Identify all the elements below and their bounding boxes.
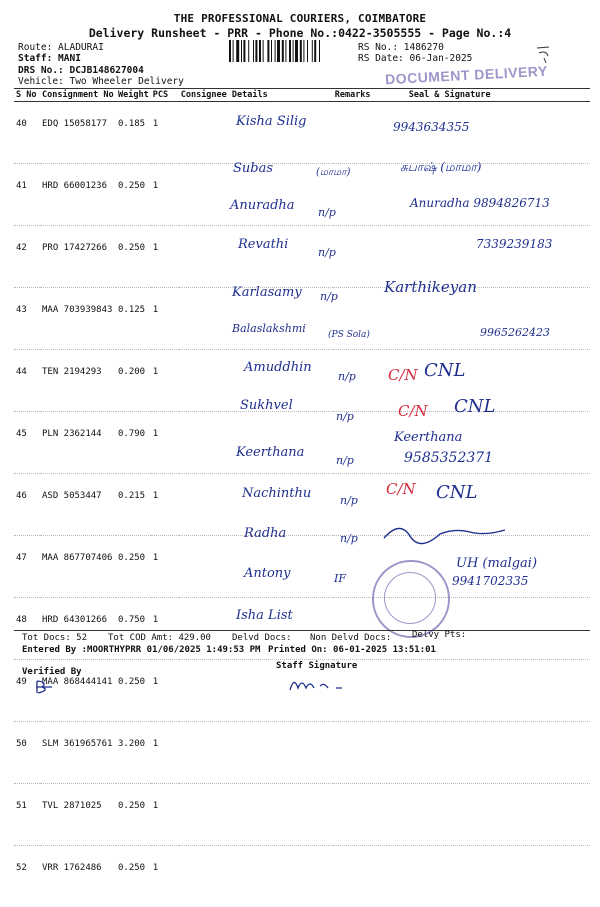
hw-r47-rm: n/p — [336, 410, 354, 423]
vehicle-label: Vehicle: Two Wheeler Delivery — [18, 76, 184, 87]
row-consignee-details — [179, 846, 333, 907]
r50-signature-scribble — [380, 518, 510, 548]
row-consignment-no: VRR 1762486 — [40, 846, 116, 907]
table-row — [14, 846, 590, 907]
row-sno: 40 — [14, 102, 40, 164]
hw-r51-name: Antony — [244, 566, 291, 581]
row-pcs: 1 — [151, 288, 179, 350]
row-weight: 0.250 — [116, 846, 151, 907]
row-sno: 49 — [14, 660, 40, 722]
table-row — [14, 102, 590, 164]
hw-r41-rel: (மாமா) — [316, 167, 350, 179]
row-pcs: 1 — [151, 350, 179, 412]
col-consignee: Consignee Details — [179, 89, 333, 102]
hw-r44-sig: Karthikeyan — [384, 278, 477, 296]
barcode-bar — [295, 40, 298, 62]
row-remarks — [333, 722, 389, 784]
row-consignment-no: SLM 361965761 — [40, 722, 116, 784]
barcode-bar — [248, 40, 249, 62]
barcode-bar — [255, 40, 257, 62]
hw-r49-cnl: CNL — [436, 482, 477, 503]
hw-r51-sig: UH (malgai) — [456, 556, 537, 571]
table-row — [14, 288, 590, 350]
delivery-points: Delvy Pts: — [412, 630, 466, 641]
table-header — [14, 89, 590, 102]
row-weight: 0.250 — [116, 660, 151, 722]
staff-signature-scribble — [286, 674, 346, 698]
row-pcs: 1 — [151, 722, 179, 784]
barcode-bar — [319, 40, 320, 62]
hw-r42-name: Anuradha — [230, 198, 295, 213]
row-remarks — [333, 102, 389, 164]
row-consignment-no: ASD 5053447 — [40, 474, 116, 536]
company-seal — [372, 560, 450, 638]
hw-r43-rm: n/p — [318, 246, 336, 259]
row-weight: 0.750 — [116, 598, 151, 660]
row-sno: 46 — [14, 474, 40, 536]
hw-r47-name: Sukhvel — [240, 398, 293, 413]
company-title: THE PROFESSIONAL COURIERS, COIMBATORE — [0, 12, 600, 25]
row-consignment-no: TVL 2871025 — [40, 784, 116, 846]
row-seal-signature — [389, 660, 590, 722]
row-pcs: 1 — [151, 226, 179, 288]
hw-r50-name: Radha — [244, 526, 286, 541]
printed-on: Printed On: 06-01-2025 13:51:01 — [268, 645, 436, 656]
barcode-bar — [241, 40, 242, 62]
row-weight: 0.790 — [116, 412, 151, 474]
row-consignment-no: MAA 867707406 — [40, 536, 116, 598]
hw-r48-name: Keerthana — [236, 445, 304, 460]
hw-r46-cn: C/N — [388, 366, 418, 384]
row-weight: 0.250 — [116, 536, 151, 598]
hw-r41-name: Subas — [233, 161, 273, 176]
verified-initials — [34, 678, 56, 696]
barcode — [229, 40, 349, 62]
table-row — [14, 412, 590, 474]
hw-r51-rm: IF — [334, 572, 346, 585]
row-consignment-no: PRO 17427266 — [40, 226, 116, 288]
hw-r45-sig: 9965262423 — [480, 326, 550, 339]
row-remarks — [333, 226, 389, 288]
col-sno: S No — [14, 89, 40, 102]
hw-r48-sig: Keerthana — [394, 430, 462, 445]
row-pcs: 1 — [151, 536, 179, 598]
route-label: Route: ALADURAI — [18, 42, 104, 53]
row-consignee-details — [179, 226, 333, 288]
row-seal-signature — [389, 722, 590, 784]
barcode-bar — [253, 40, 254, 62]
hw-r52-name: Isha List — [236, 608, 293, 623]
hw-r46-cnl: CNL — [424, 360, 465, 381]
col-weight: Weight — [116, 89, 151, 102]
table-row — [14, 722, 590, 784]
barcode-bar — [271, 40, 272, 62]
row-sno: 52 — [14, 846, 40, 907]
barcode-bar — [229, 40, 231, 62]
barcode-bar — [312, 40, 313, 62]
row-sno: 51 — [14, 784, 40, 846]
total-docs: Tot Docs: 52 — [22, 633, 87, 644]
hw-r49-rm: n/p — [340, 494, 358, 507]
row-consignment-no: HRD 64301266 — [40, 598, 116, 660]
row-weight: 0.250 — [116, 226, 151, 288]
row-sno: 42 — [14, 226, 40, 288]
barcode-bar — [285, 40, 286, 62]
barcode-bar — [293, 40, 294, 62]
row-weight: 0.125 — [116, 288, 151, 350]
row-consignee-details — [179, 784, 333, 846]
table-row — [14, 164, 590, 226]
row-sno: 47 — [14, 536, 40, 598]
barcode-bar — [233, 40, 234, 62]
table-row — [14, 226, 590, 288]
row-sno: 50 — [14, 722, 40, 784]
row-sno: 43 — [14, 288, 40, 350]
hw-r45-rm: (PS Sola) — [328, 330, 370, 340]
row-seal-signature — [389, 784, 590, 846]
row-remarks — [333, 846, 389, 907]
row-consignment-no: HRD 66001236 — [40, 164, 116, 226]
row-weight: 0.250 — [116, 164, 151, 226]
col-consignment: Consignment No — [40, 89, 116, 102]
row-weight: 0.200 — [116, 350, 151, 412]
staff-signature-label: Staff Signature — [276, 661, 357, 672]
hw-r41-sig: சுபாஷ் (மாமா) — [400, 160, 482, 176]
row-pcs: 1 — [151, 660, 179, 722]
barcode-bar — [277, 40, 280, 62]
col-remarks: Remarks — [333, 89, 389, 102]
barcode-bar — [275, 40, 276, 62]
hw-r51-phone: 9941702335 — [452, 574, 528, 588]
hw-r47-cnl: CNL — [454, 396, 495, 417]
table-row — [14, 784, 590, 846]
row-pcs: 1 — [151, 474, 179, 536]
row-sno: 44 — [14, 350, 40, 412]
col-seal: Seal & Signature — [389, 89, 590, 102]
runsheet-subtitle: Delivery Runsheet - PRR - Phone No.:0422-3505555 - Page No.:4 — [0, 26, 600, 40]
table-row — [14, 350, 590, 412]
row-sno: 45 — [14, 412, 40, 474]
hw-r45-name: Balaslakshmi — [232, 322, 306, 335]
barcode-bar — [289, 40, 291, 62]
row-pcs: 1 — [151, 784, 179, 846]
row-sno: 48 — [14, 598, 40, 660]
total-cod: Tot COD Amt: 429.00 — [108, 633, 211, 644]
hw-r40-name: Kisha Silig — [236, 114, 307, 129]
hw-r49-name: Nachinthu — [242, 486, 311, 501]
hw-r43-name: Revathi — [238, 237, 288, 252]
non-delivered-docs: Non Delvd Docs: — [310, 633, 391, 644]
row-consignment-no: MAA 703939843 — [40, 288, 116, 350]
hw-r44-name: Karlasamy — [232, 285, 302, 300]
barcode-bar — [243, 40, 245, 62]
row-pcs: 1 — [151, 598, 179, 660]
barcode-bar — [303, 40, 304, 62]
row-sno: 41 — [14, 164, 40, 226]
row-remarks — [333, 784, 389, 846]
hw-r49-cn: C/N — [386, 480, 416, 498]
row-pcs: 1 — [151, 102, 179, 164]
row-consignment-no: TEN 2194293 — [40, 350, 116, 412]
hw-r46-rm: n/p — [338, 370, 356, 383]
row-remarks — [333, 288, 389, 350]
hw-r40-sig: 9943634355 — [393, 120, 469, 134]
barcode-bar — [263, 40, 264, 62]
row-consignment-no: MAA 868444141 — [40, 660, 116, 722]
rs-date: RS Date: 06-Jan-2025 — [358, 53, 472, 64]
row-weight: 0.250 — [116, 784, 151, 846]
entered-by: Entered By :MOORTHYPRR 01/06/2025 1:49:53 PM — [22, 645, 260, 656]
barcode-bar — [259, 40, 261, 62]
drs-label: DRS No.: DCJB148627004 — [18, 65, 144, 76]
barcode-bar — [300, 40, 302, 62]
row-pcs: 1 — [151, 164, 179, 226]
row-consignee-details — [179, 722, 333, 784]
rs-number: RS No.: 1486270 — [358, 42, 444, 53]
hw-r46-name: Amuddhin — [244, 360, 312, 375]
row-pcs: 1 — [151, 412, 179, 474]
barcode-bar — [236, 40, 239, 62]
row-seal-signature — [389, 288, 590, 350]
barcode-bar — [267, 40, 269, 62]
hw-r47-cn: C/N — [398, 402, 428, 420]
staff-label: Staff: MANI — [18, 53, 81, 64]
barcode-bar — [314, 40, 316, 62]
row-consignment-no: EDQ 15058177 — [40, 102, 116, 164]
hw-r42-sig: Anuradha 9894826713 — [410, 196, 550, 210]
row-seal-signature — [389, 846, 590, 907]
document-delivery-stamp: DOCUMENT DELIVERY — [385, 63, 548, 87]
row-pcs: 1 — [151, 846, 179, 907]
hw-r48-rm: n/p — [336, 454, 354, 467]
delivered-docs: Delvd Docs: — [232, 633, 292, 644]
hw-r44-rm: n/p — [320, 290, 338, 303]
col-pcs: PCS — [151, 89, 179, 102]
barcode-bar — [282, 40, 284, 62]
barcode-bar — [307, 40, 308, 62]
row-weight: 0.215 — [116, 474, 151, 536]
row-consignment-no: PLN 2362144 — [40, 412, 116, 474]
row-consignee-details — [179, 412, 333, 474]
hw-r50-rm: n/p — [340, 532, 358, 545]
hw-r42-rm: n/p — [318, 206, 336, 219]
verified-by: Verified By — [22, 667, 82, 678]
row-consignee-details — [179, 102, 333, 164]
row-weight: 3.200 — [116, 722, 151, 784]
row-weight: 0.185 — [116, 102, 151, 164]
hw-r43-sig: 7339239183 — [476, 237, 552, 251]
footer-divider — [14, 630, 590, 631]
hw-r48-phone: 9585352371 — [404, 450, 493, 466]
